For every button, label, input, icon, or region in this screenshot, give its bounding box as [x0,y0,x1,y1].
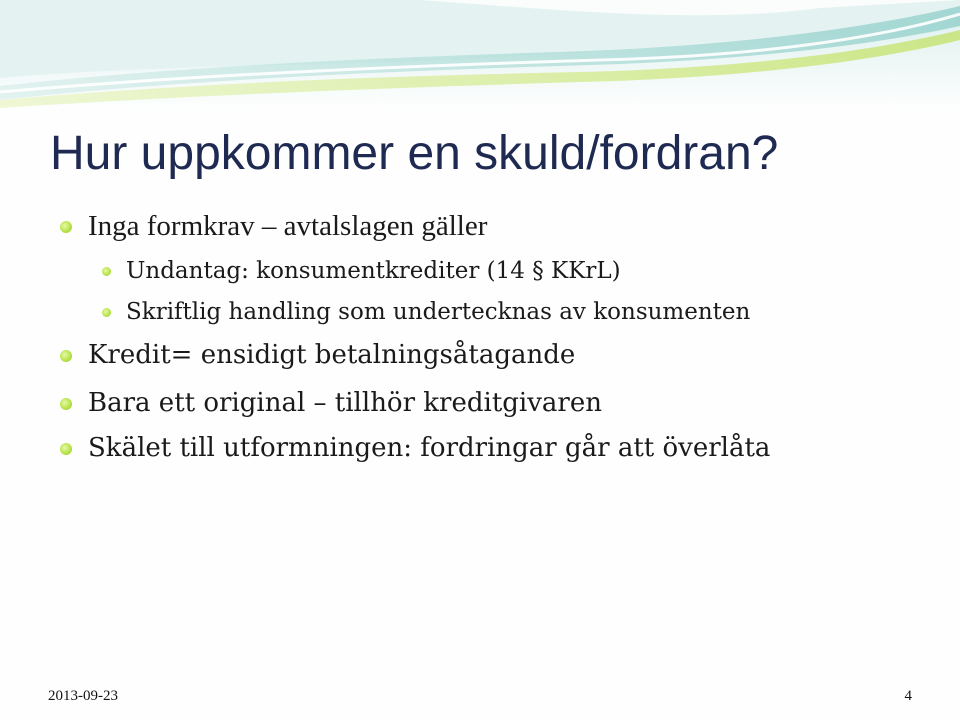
sub-bullet-item [126,297,750,327]
bullet-text: Inga formkrav – avtalslagen gäller [88,210,488,242]
bullet-icon [60,443,72,455]
bullet-icon [102,308,111,317]
page-number: 4 [904,688,912,704]
bullet-icon [60,350,72,362]
bullet-text: Undantag: konsumentkrediter (14 § KKrL) [126,258,621,284]
bullet-text: Bara ett original – tillhör kreditgivaren [88,388,602,418]
bullet-text: Kredit= ensidigt betalningsåtagande [88,340,576,370]
bullet-text: Skälet till utformningen: fordringar går att överlåta [88,433,771,463]
bullet-item [88,431,770,465]
sub-bullet-item [126,256,621,286]
bullet-item [88,209,487,243]
bullet-icon [60,221,72,233]
slide-title: Hur uppkommer en skuld/fordran? [50,127,779,180]
footer-date: 2013-09-23 [48,688,118,704]
bullet-icon [60,398,72,410]
bullet-icon [102,267,111,276]
bullet-item [88,386,602,420]
bullet-item [88,338,575,372]
bullet-text: Skriftlig handling som undertecknas av konsumenten [126,299,751,325]
